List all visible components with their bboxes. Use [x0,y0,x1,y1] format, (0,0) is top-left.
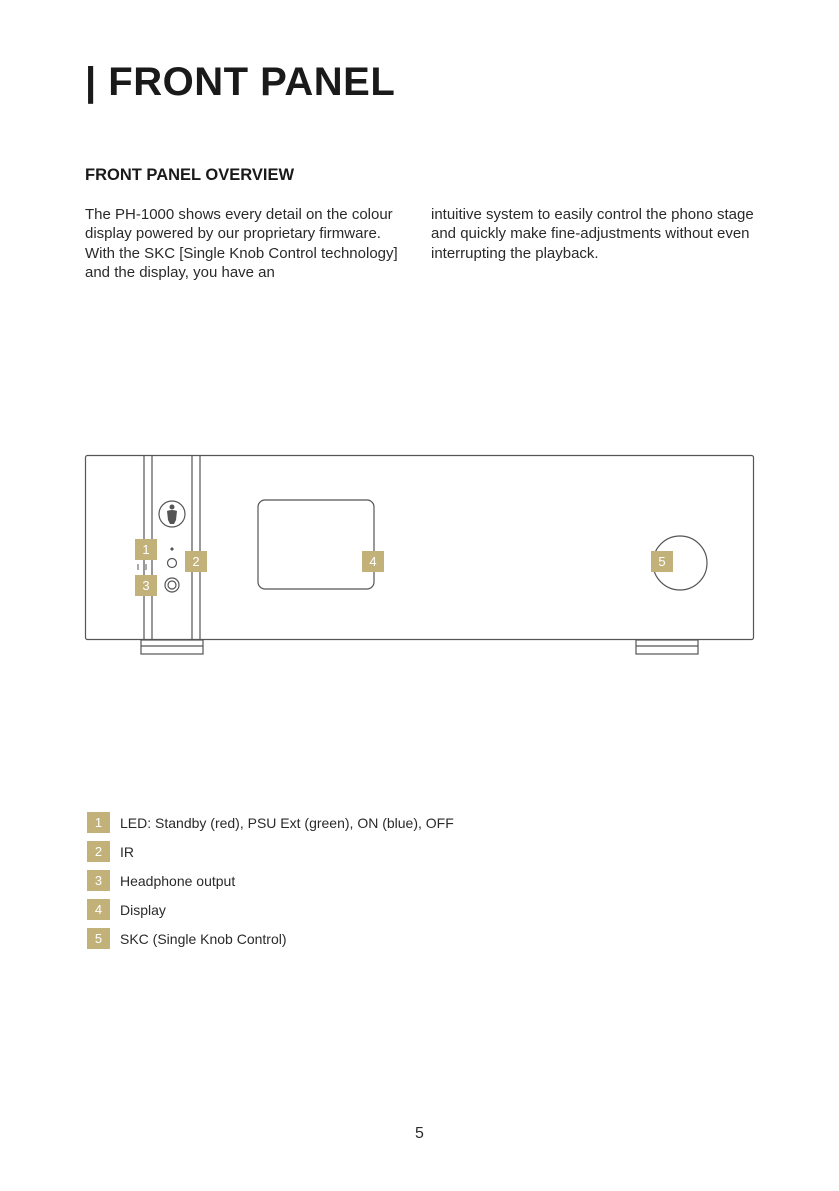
legend-number: 5 [87,928,110,949]
page-title: | FRONT PANEL [85,60,396,104]
marker-4: 4 [362,551,384,572]
legend-label: IR [120,843,134,860]
legend-item [87,899,454,920]
marker-5: 5 [651,551,673,572]
marker-2: 2 [185,551,207,572]
legend-number: 1 [87,812,110,833]
intro-paragraph-right: intuitive system to easily control the phono stage and quickly make fine-adjustments without even interrupting the playback. [431,206,754,262]
intro-paragraph-left: The PH-1000 shows every detail on the colour display powered by our proprietary firmware. With the SKC [Single Knob Control technology] and the display, you have an [85,206,398,281]
legend-item [87,841,454,862]
legend-number: 2 [87,841,110,862]
legend-item [87,928,454,949]
marker-1: 1 [135,539,157,560]
legend-label: Display [120,901,166,918]
section-heading: FRONT PANEL OVERVIEW [85,166,295,184]
legend-item [87,870,454,891]
page-number: 5 [415,1125,424,1142]
legend-label: SKC (Single Knob Control) [120,930,287,947]
legend-list [87,812,454,957]
front-panel-diagram [84,454,756,660]
legend-number: 3 [87,870,110,891]
legend-item [87,812,454,833]
legend-number: 4 [87,899,110,920]
marker-3: 3 [135,575,157,596]
legend-label: Headphone output [120,872,236,889]
legend-label: LED: Standby (red), PSU Ext (green), ON (blue), OFF [120,814,454,831]
